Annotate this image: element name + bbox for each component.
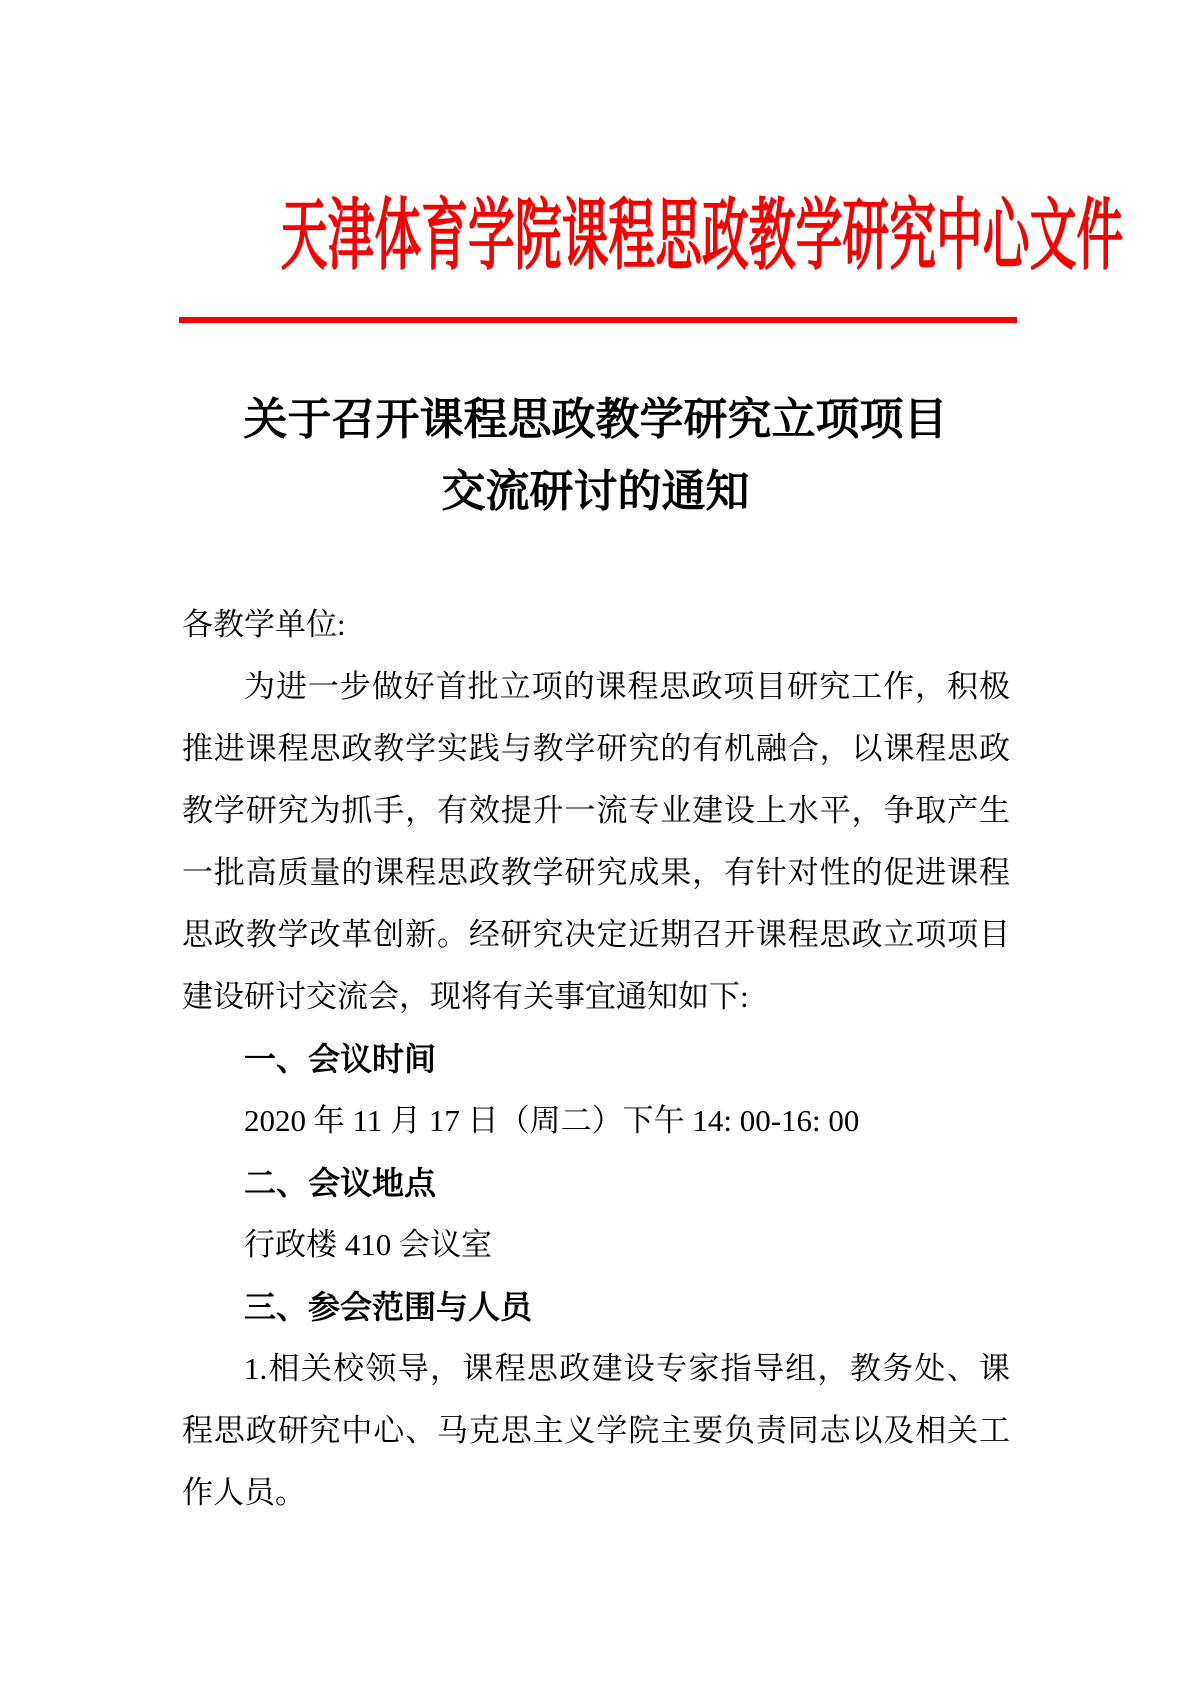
meeting-time-text: 2020 年 11 月 17 日（周二）下午 14: 00-16: 00 [244, 1103, 860, 1138]
document-title-line-1: 关于召开课程思政教学研究立项项目 [243, 395, 948, 444]
intro-paragraph-line: 思政教学改革创新。经研究决定近期召开课程思政立项项目 [182, 917, 1010, 952]
participants-line: 程思政研究中心、马克思主义学院主要负责同志以及相关工 [182, 1413, 1010, 1448]
intro-paragraph-line: 为进一步做好首批立项的课程思政项目研究工作，积极 [244, 669, 1010, 704]
red-separator-line [179, 317, 1017, 323]
section-2-heading: 二、会议地点 [244, 1165, 437, 1201]
document-body [182, 594, 1010, 1524]
section-3-heading: 三、参会范围与人员 [244, 1289, 533, 1325]
meeting-location-text: 行政楼 410 会议室 [244, 1227, 492, 1262]
intro-paragraph-line: 建设研讨交流会，现将有关事宜通知如下: [182, 979, 749, 1014]
letterhead-title: 天津体育学院课程思政教学研究中心文件 [280, 192, 1124, 279]
participants-line: 1.相关校领导，课程思政建设专家指导组，教务处、课 [244, 1351, 1010, 1386]
intro-paragraph-line: 一批高质量的课程思政教学研究成果，有针对性的促进课程 [182, 855, 1010, 890]
salutation: 各教学单位: [182, 607, 346, 642]
document-title-line-2: 交流研讨的通知 [441, 467, 750, 516]
intro-paragraph-line: 教学研究为抓手，有效提升一流专业建设上水平，争取产生 [182, 793, 1010, 828]
section-1-heading: 一、会议时间 [244, 1041, 437, 1077]
participants-line: 作人员。 [182, 1475, 306, 1510]
letterhead-banner [0, 192, 1191, 280]
intro-paragraph-line: 推进课程思政教学实践与教学研究的有机融合，以课程思政 [182, 731, 1010, 766]
